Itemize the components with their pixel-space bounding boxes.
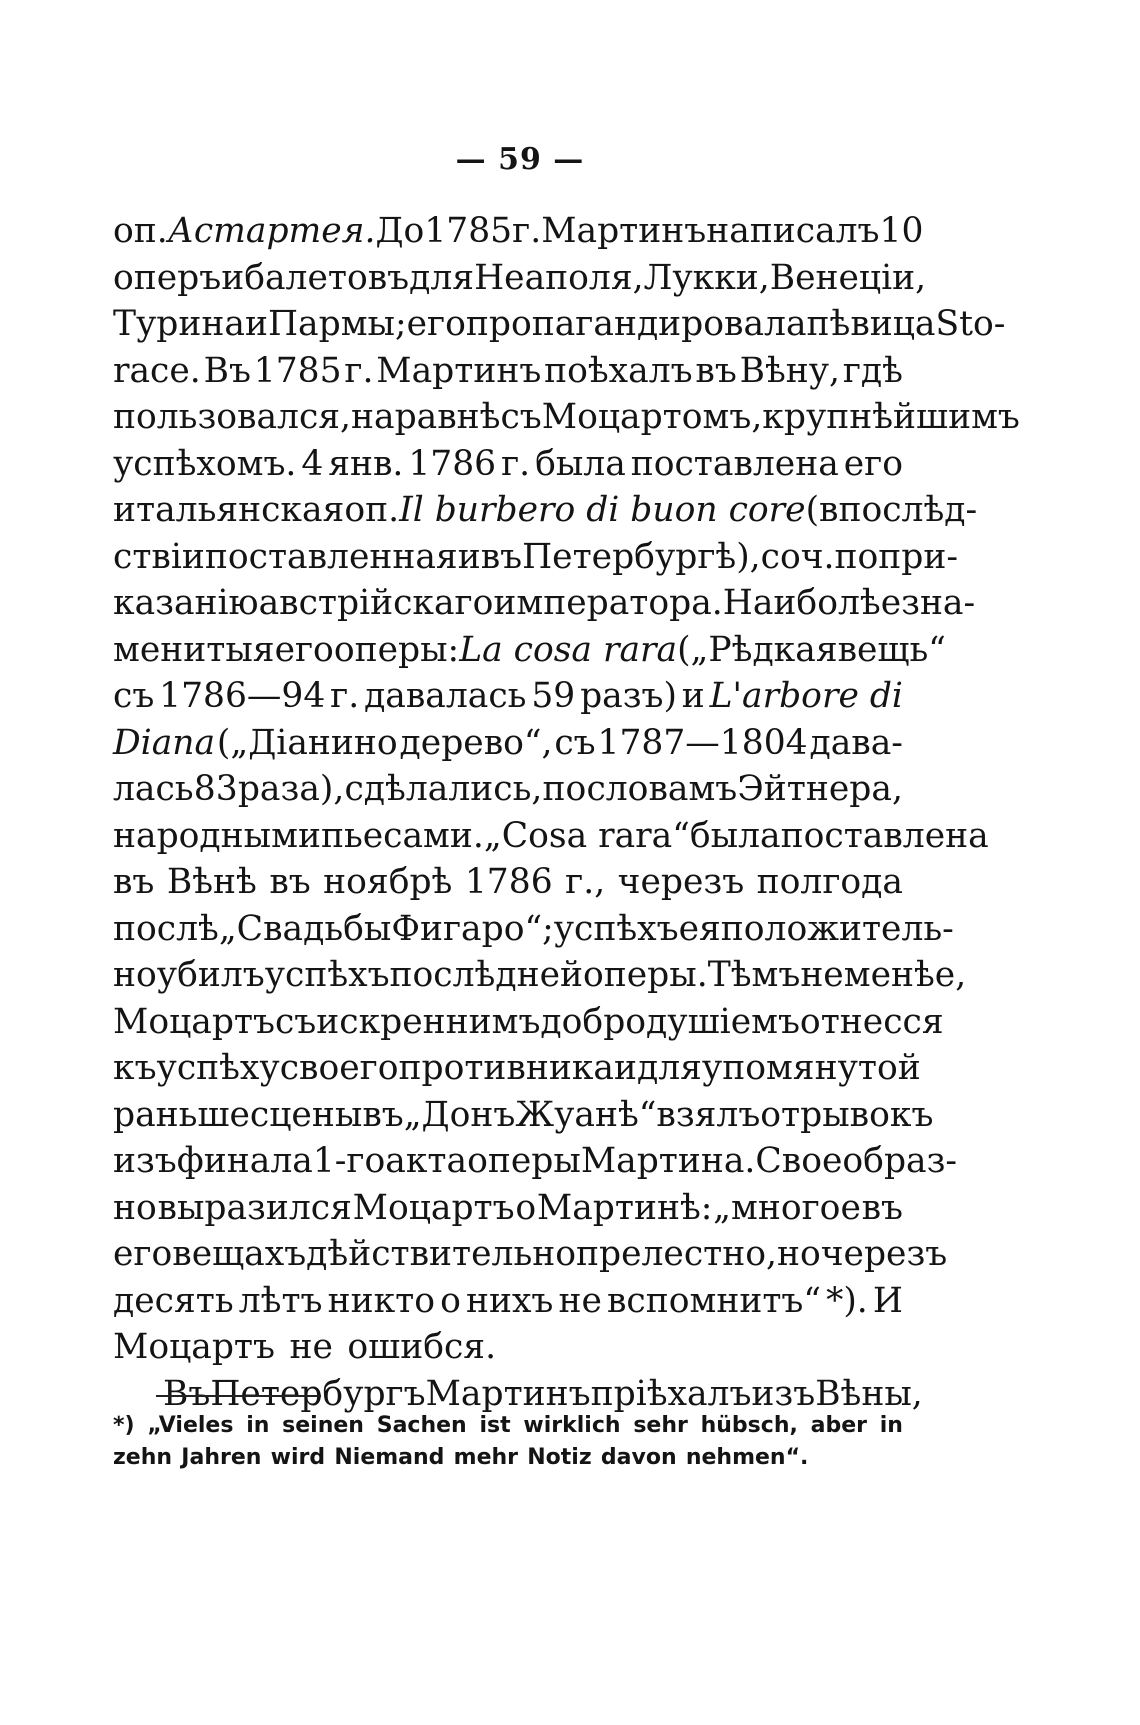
text-word: сцены (249, 1094, 363, 1135)
text-word: дерево“, (399, 722, 553, 763)
text-word: въ (113, 862, 155, 902)
text-word: противника (398, 1048, 614, 1088)
text-word: Жуанѣ“ (515, 1094, 657, 1135)
footnote-word: seinen (282, 1413, 364, 1438)
text-word: Мартинъ (425, 1373, 591, 1414)
text-line (113, 534, 959, 581)
text-word: 4 (301, 443, 324, 484)
text-word: 1786 (408, 443, 497, 484)
text-word: акта (385, 1141, 468, 1181)
text-word: для (409, 257, 475, 298)
text-word: при- (878, 536, 959, 577)
text-word: но (113, 1187, 157, 1228)
text-word: поставлена (630, 443, 839, 484)
text-word: крупнѣйшимъ (762, 397, 1020, 437)
text-word: для (636, 1048, 702, 1088)
text-word: (впослѣд- (805, 490, 978, 530)
footnote-line (113, 1410, 903, 1442)
text-word: Вѣны, (815, 1373, 923, 1414)
text-word: его (113, 1234, 173, 1274)
text-word: г. (344, 350, 374, 391)
text-word: дѣйствительно (306, 1234, 576, 1274)
text-word: балетовъ (244, 257, 410, 298)
text-word: лась (113, 769, 194, 809)
text-word: оперы: (333, 629, 460, 670)
text-word: г. (512, 211, 542, 251)
footnote-word: aber (810, 1413, 867, 1438)
text-word: 83 (193, 769, 238, 809)
text-word: десять (113, 1280, 234, 1321)
text-word: наравнѣ (351, 397, 501, 437)
text-word: г. (501, 443, 531, 484)
footnote-word: „Vieles (147, 1413, 234, 1438)
text-word: въ (269, 862, 311, 902)
text-word: но (776, 1234, 821, 1274)
text-line (113, 906, 954, 953)
text-line (113, 1324, 903, 1371)
text-word: Пармы; (267, 304, 407, 344)
text-word: 1786 (464, 862, 553, 902)
text-word: Петербургѣ), (522, 536, 761, 577)
main-text (113, 208, 1020, 1417)
text-word: раньше (113, 1094, 250, 1135)
text-word: гдѣ (842, 350, 903, 391)
text-word: упомянутой (701, 1048, 921, 1088)
text-word: зна- (901, 583, 976, 623)
text-word: Вѣну, (739, 350, 841, 391)
footnote-word: mehr (453, 1445, 519, 1470)
text-word: ея (678, 908, 721, 949)
text-word: отнесся (799, 1001, 944, 1042)
text-word: И (872, 1280, 903, 1321)
text-word: черезъ (820, 1234, 948, 1274)
text-word: 1785 (253, 350, 342, 391)
text-word: по (834, 536, 879, 577)
footnote-word: in (246, 1413, 270, 1438)
text-word: Мартинѣ: (536, 1187, 713, 1228)
text-word: Неаполя, (474, 257, 644, 298)
text-word: Эйтнера, (737, 769, 903, 809)
footnote (113, 1410, 903, 1474)
text-line (113, 1045, 921, 1092)
text-word: Sto- (935, 304, 1006, 344)
text-word: До (375, 211, 425, 251)
text-word: 1785 (424, 211, 513, 251)
page-number: — 59 — (455, 142, 585, 177)
text-line (113, 720, 903, 767)
text-word: Моцартъ (113, 1001, 275, 1042)
footnote-word: wirklich (523, 1413, 621, 1438)
text-line (113, 255, 927, 302)
text-word: и (613, 1048, 637, 1088)
footnote-word: ist (479, 1413, 511, 1438)
text-word: его (406, 304, 466, 344)
text-line (113, 766, 903, 813)
text-word: но (113, 955, 157, 995)
text-word: финала (176, 1141, 313, 1181)
footnote-word: zehn (113, 1445, 173, 1470)
text-word: его (843, 443, 903, 484)
text-word: Вѣнѣ (166, 862, 257, 902)
text-word: о (515, 1187, 537, 1228)
text-word: императора. (493, 583, 723, 623)
text-line (113, 1185, 903, 1232)
text-word: Въ (163, 1373, 211, 1414)
text-word: успѣхъ (264, 955, 390, 995)
text-word: въ (695, 350, 737, 391)
text-word: его (274, 629, 334, 670)
text-word: не (800, 955, 844, 995)
text-word: раза), (237, 769, 345, 809)
text-word: поѣхалъ (544, 350, 693, 391)
footnote-separator (156, 1395, 321, 1397)
text-word: австрійскаго (258, 583, 494, 623)
text-word: своего (279, 1048, 399, 1088)
text-word: послѣ (113, 908, 219, 949)
text-line (113, 301, 1006, 348)
text-word: лѣтъ (238, 1280, 323, 1321)
text-word: 59 (531, 676, 576, 716)
text-word: ноябрѣ (323, 862, 453, 902)
text-word: вещь“ (837, 629, 946, 670)
text-word: „многое (713, 1187, 861, 1228)
text-word: черезъ (617, 862, 745, 902)
text-word: изъ (113, 1141, 177, 1181)
text-line (113, 580, 976, 627)
text-word: 1787—1804 (597, 722, 808, 763)
text-word: никто (327, 1280, 435, 1321)
text-word: успѣхъ (553, 908, 679, 949)
text-word: съ (554, 722, 596, 763)
footnote-line (113, 1442, 903, 1474)
text-word: итальянская (113, 490, 345, 530)
text-word: ствіи (113, 536, 205, 577)
footnote-word: in (879, 1413, 903, 1438)
text-word: отрывокъ (760, 1094, 934, 1135)
text-word: поставленная (204, 536, 458, 577)
text-word: не (289, 1327, 333, 1367)
text-word: Фигаро“; (391, 908, 554, 949)
text-word: добродушіемъ (540, 1001, 800, 1042)
footnote-word: Notiz (527, 1445, 592, 1470)
text-word: казанію (113, 583, 259, 623)
text-word: Diana (113, 722, 216, 763)
text-word: Il burbero di buon core (399, 490, 806, 530)
text-word: Наиболѣе (722, 583, 902, 623)
text-word: была (535, 443, 626, 484)
footnote-word: Niemand (334, 1445, 445, 1470)
text-line (113, 1231, 948, 1278)
text-word: Астартея. (167, 211, 376, 251)
text-word: дава- (809, 722, 903, 763)
text-word: съ (113, 676, 155, 716)
text-word: съ (274, 1001, 317, 1042)
text-word: пропагандировала (465, 304, 807, 344)
text-line (113, 394, 1020, 441)
text-word: народными (113, 815, 321, 856)
text-word: *). (826, 1280, 868, 1321)
text-word: 1-го (312, 1141, 386, 1181)
text-line (113, 1092, 934, 1139)
text-word: race. (113, 350, 201, 391)
text-word: La cosa rara (459, 629, 678, 670)
footnote-word: wird (270, 1445, 326, 1470)
text-word: положитель- (720, 908, 954, 949)
text-word: успѣхомъ. (113, 443, 297, 484)
text-word: Въ (203, 350, 251, 391)
text-line (113, 627, 946, 674)
text-line (113, 348, 903, 395)
text-line (113, 952, 967, 999)
text-word: г., (565, 862, 606, 902)
text-word: прелестно, (576, 1234, 777, 1274)
text-word: не (558, 1280, 602, 1321)
text-word: Мартинъ (541, 211, 707, 251)
text-word: нихъ (465, 1280, 554, 1321)
text-word: и (244, 304, 268, 344)
text-word: оперы (467, 1141, 581, 1181)
text-word: L'arbore di (709, 676, 903, 716)
text-word: разъ) (580, 676, 677, 716)
text-word: („Рѣдкая (677, 629, 838, 670)
text-word: Моцартомъ, (541, 397, 763, 437)
text-word: Турина (113, 304, 245, 344)
text-word: менитыя (113, 629, 275, 670)
text-line (113, 208, 924, 255)
text-word: („Діанино (216, 722, 398, 763)
text-word: взялъ (656, 1094, 761, 1135)
text-line (113, 813, 989, 860)
text-line (113, 441, 903, 488)
footnote-word: Jahren (181, 1445, 262, 1470)
text-word: въ (861, 1187, 903, 1228)
text-word: Петербургъ (210, 1373, 426, 1414)
text-word: о (440, 1280, 461, 1321)
text-line (113, 487, 978, 534)
text-word: выразился (157, 1187, 352, 1228)
text-word: Венеціи, (769, 257, 927, 298)
text-word: съ (500, 397, 542, 437)
text-word: оп. (344, 490, 400, 530)
text-word: соч. (760, 536, 835, 577)
text-word: пѣвица (806, 304, 936, 344)
footnote-word: davon (600, 1445, 677, 1470)
text-word: „Свадьбы (218, 908, 392, 949)
text-word: Своеобраз- (755, 1141, 958, 1181)
text-word: и (681, 676, 705, 716)
footnote-word: Sachen (376, 1413, 467, 1438)
text-word: вещахъ (172, 1234, 307, 1274)
text-word: была (689, 815, 781, 856)
text-word: Мартинъ (376, 350, 542, 391)
text-word: послѣдней (389, 955, 583, 995)
text-word: по (542, 769, 587, 809)
text-word: словамъ (586, 769, 738, 809)
text-word: написалъ (706, 211, 880, 251)
text-word: пріѣхалъ (590, 1373, 752, 1414)
text-line (113, 859, 903, 906)
text-word: Моцартъ (352, 1187, 515, 1228)
text-word: оперъ (113, 257, 222, 298)
footnote-word: nehmen“. (685, 1445, 809, 1470)
text-word: сдѣлались, (344, 769, 543, 809)
text-word: убилъ (156, 955, 265, 995)
text-word: 10 (879, 211, 924, 251)
text-word: „Cosa rara“ (483, 815, 690, 856)
text-word: ошибся. (347, 1327, 497, 1367)
text-word: „Донъ (403, 1094, 516, 1135)
text-word: пользовался, (113, 397, 352, 437)
text-word: менѣе, (843, 955, 967, 995)
footnote-word: *) (113, 1413, 135, 1438)
text-word: изъ (751, 1373, 816, 1414)
text-word: и (221, 257, 245, 298)
text-word: въ (480, 536, 523, 577)
text-line (113, 1278, 903, 1325)
text-word: пьесами. (320, 815, 484, 856)
text-word: янв. (328, 443, 404, 484)
text-word: поставлена (780, 815, 989, 856)
text-word: Моцартъ (113, 1327, 275, 1367)
text-word: Мартина. (580, 1141, 756, 1181)
text-word: къ (113, 1048, 157, 1088)
text-word: въ (362, 1094, 404, 1135)
text-word: и (457, 536, 481, 577)
text-line (113, 673, 903, 720)
footnote-word: sehr (633, 1413, 688, 1438)
text-word: оперы. (583, 955, 708, 995)
text-word: полгода (756, 862, 903, 902)
text-word: искреннимъ (316, 1001, 541, 1042)
text-word: Тѣмъ (707, 955, 801, 995)
text-word: оп. (113, 211, 168, 251)
text-line (113, 999, 944, 1046)
text-word: успѣху (156, 1048, 280, 1088)
text-word: г. (330, 676, 360, 716)
footnote-word: hübsch, (700, 1413, 798, 1438)
text-word: давалась (364, 676, 527, 716)
text-word: вспомнитъ“ (606, 1280, 821, 1321)
text-word: Лукки, (643, 257, 770, 298)
text-line (113, 1138, 958, 1185)
text-word: 1786—94 (159, 676, 326, 716)
